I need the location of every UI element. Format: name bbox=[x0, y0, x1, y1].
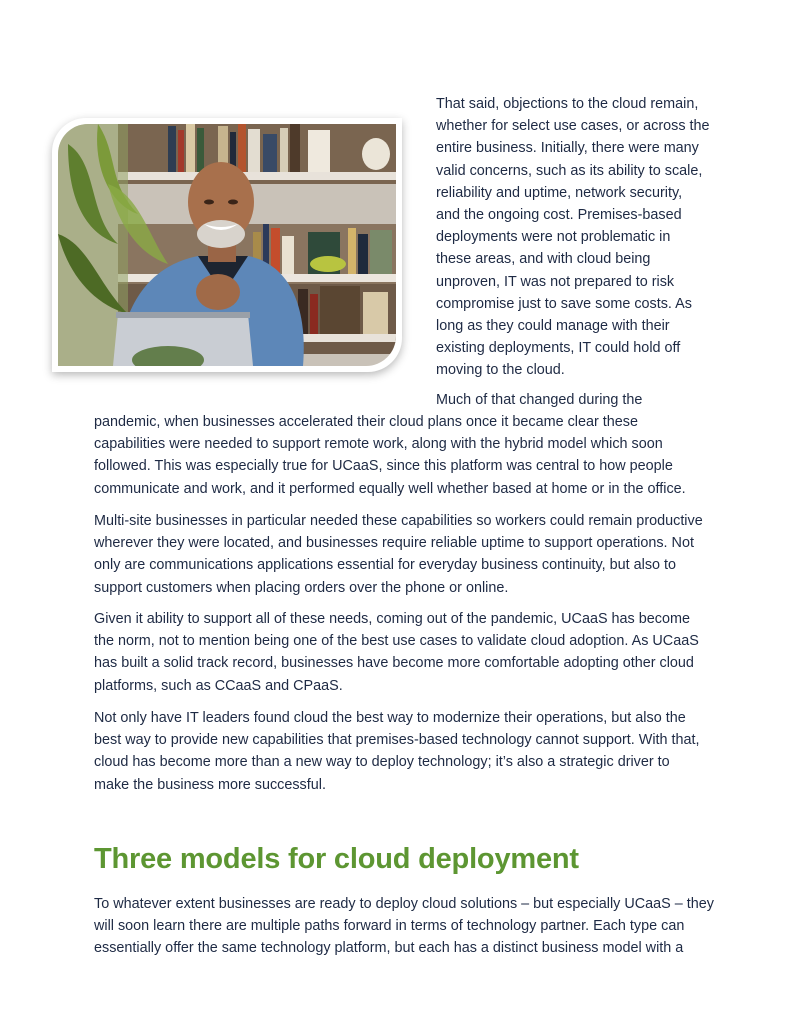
text-line: cloud has become more than a new way to deploy technology; it’s also a strategic driver to bbox=[94, 754, 670, 771]
text-line: Much of that changed during the bbox=[436, 392, 643, 408]
text-line: compromise just to save some costs. As bbox=[436, 295, 692, 312]
text-line: moving to the cloud. bbox=[436, 362, 565, 379]
text-line: Not only have IT leaders found cloud the best way to modernize their operations, but also the bbox=[94, 710, 686, 726]
text-line: make the business more successful. bbox=[94, 776, 326, 793]
paragraph-pandemic-first-line bbox=[436, 389, 642, 411]
text-line: existing deployments, IT could hold off bbox=[436, 340, 681, 357]
text-line: support customers when placing orders over the phone or online. bbox=[94, 579, 509, 596]
paragraph-ucaas-norm bbox=[94, 608, 699, 697]
text-line: pandemic, when businesses accelerated their cloud plans once it became clear these bbox=[94, 414, 638, 430]
text-line: valid concerns, such as its ability to scale, bbox=[436, 162, 703, 179]
text-line: wherever they were located, and businesses require reliable uptime to support operations. Not bbox=[94, 535, 694, 552]
text-line: essentially offer the same technology platform, but each has a distinct business model with a bbox=[94, 940, 684, 957]
text-line: only are communications applications essential for everyday business continuity, but also to bbox=[94, 557, 677, 574]
text-line: and the ongoing cost. Premises-based bbox=[436, 207, 682, 224]
section-heading: Three models for cloud deployment bbox=[94, 843, 579, 875]
text-line: Multi-site businesses in particular needed these capabilities so workers could remain productive bbox=[94, 513, 703, 529]
paragraph-intro bbox=[436, 93, 710, 382]
text-line: To whatever extent businesses are ready to deploy cloud solutions – but especially UCaaS – they bbox=[94, 896, 714, 912]
text-line: reliability and uptime, network security, bbox=[436, 184, 683, 201]
paragraph-multisite bbox=[94, 510, 703, 599]
text-line: will soon learn there are multiple paths forward in terms of technology partner. Each type can bbox=[94, 918, 685, 935]
photo-man-laptop bbox=[58, 124, 396, 366]
text-line: communicate and work, and it performed equally well whether based at home or in the office. bbox=[94, 480, 686, 497]
paragraph-three-models bbox=[94, 893, 714, 960]
text-line: Given it ability to support all of these needs, coming out of the pandemic, UCaaS has become bbox=[94, 611, 690, 627]
text-line: That said, objections to the cloud remain, bbox=[436, 96, 699, 112]
text-line: capabilities were needed to support remote work, along with the hybrid model which soon bbox=[94, 436, 663, 453]
paragraph-it-leaders bbox=[94, 707, 700, 796]
text-line: followed. This was especially true for UCaaS, since this platform was central to how people bbox=[94, 458, 673, 475]
text-line: has built a solid track record, businesses have become more comfortable adopting other cloud bbox=[94, 655, 694, 672]
text-line: best way to provide new capabilities that premises-based technology cannot support. With that, bbox=[94, 732, 700, 749]
text-line: platforms, such as CCaaS and CPaaS. bbox=[94, 677, 343, 694]
paragraph-pandemic bbox=[94, 411, 686, 500]
text-line: long as they could manage with their bbox=[436, 318, 670, 335]
text-line: the norm, not to mention being one of the best use cases to validate cloud adoption. As UCaaS bbox=[94, 633, 699, 650]
text-line: deployments were not problematic in bbox=[436, 229, 671, 246]
text-line: entire business. Initially, there were many bbox=[436, 140, 699, 157]
text-line: unproven, IT was not prepared to risk bbox=[436, 273, 675, 290]
text-line: whether for select use cases, or across the bbox=[436, 118, 710, 135]
text-line: these areas, and with cloud being bbox=[436, 251, 651, 268]
